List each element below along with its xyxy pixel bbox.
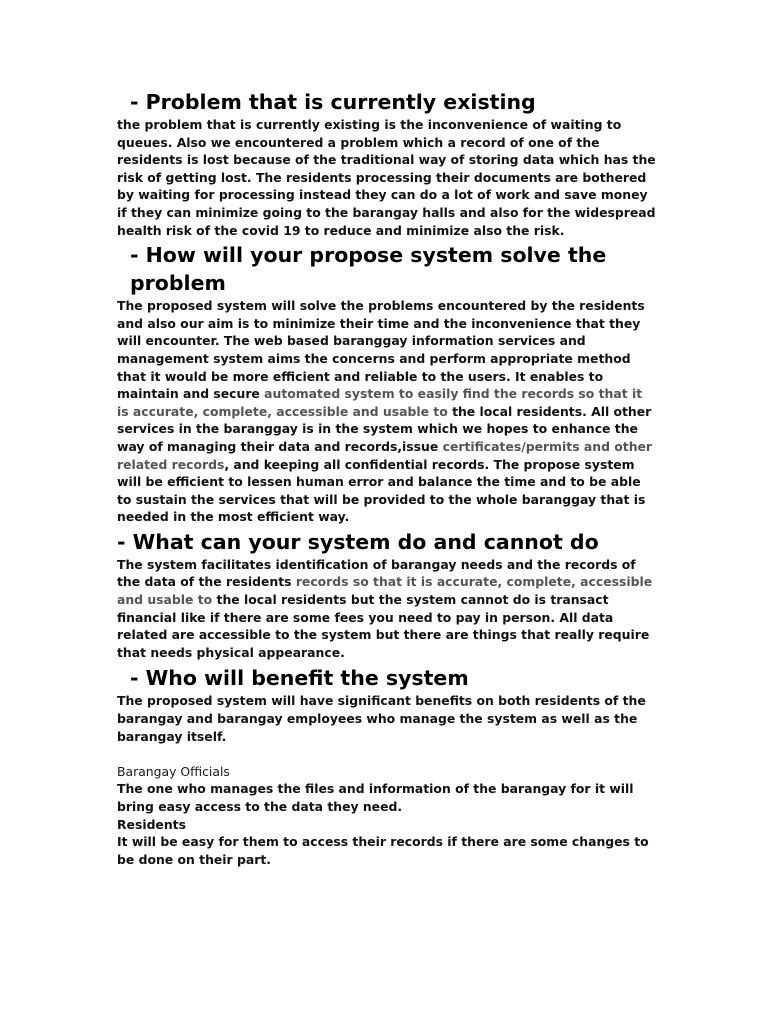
- heading-capabilities: - What can your system do and cannot do: [117, 529, 599, 554]
- solution-text-1: The proposed system will solve the problems encountered by the residents and also our aim is to minimize their time and the inconvenience that they will encounter. The web based baranggay information services and management system aims the concerns and perform appropriate method that it would be more efficient and reliable to the users. It enables to maintain and secure: [117, 298, 645, 402]
- paragraph-problem: the problem that is currently existing is the inconvenience of waiting to queues. Also we encountered a problem which a record of one of the residents is lost because of the traditional way of storing data which has the risk of getting lost. The residents processing their documents are bothered by waiting for processing instead they can do a lot of work and save money if they can minimize going to the barangay halls and also for the widespread health risk of the covid 19 to reduce and minimize also the risk.: [117, 117, 656, 238]
- officials-text: The one who manages the files and information of the barangay for it will bring easy access to the data they need.: [117, 781, 634, 814]
- solution-highlight-1: automated system to easily find the records so that it is accurate, complete, accessible and usable to: [117, 386, 643, 419]
- solution-text-3: , and keeping all confidential records. The propose system will be efficient to lessen human error and balance the time and to be able to sustain the services that will be provided to the whole baranggay that is needed in the most efficient way.: [117, 456, 646, 525]
- officials-label: Barangay Officials: [117, 763, 230, 779]
- paragraph-capabilities: [117, 556, 657, 662]
- heading-solution: - How will your propose system solve the problem: [130, 243, 607, 296]
- capabilities-text-2: the local residents but the system cannot do is transact financial like if there are some fees you need to pay in person. All data related are accessible to the system but there are things that really require that needs physical appearance.: [117, 592, 650, 660]
- capabilities-highlight-1: records so that it is accurate, complete, accessible and usable to: [117, 574, 653, 608]
- paragraph-solution: [117, 297, 657, 526]
- document-page: [117, 88, 657, 868]
- solution-highlight-2: certificates/permits and other related records: [117, 438, 653, 472]
- solution-text-2: the local residents. All other services in the baranggay is in the system which we hopes to enhance the way of managing their data and records,issue: [117, 403, 652, 454]
- residents-text: It will be easy for them to access their records if there are some changes to be done on their part.: [117, 834, 649, 867]
- capabilities-text-1: The system facilitates identification of barangay needs and the records of the data of the residents: [117, 556, 636, 590]
- paragraph-beneficiaries: The proposed system will have significant benefits on both residents of the barangay and barangay employees who manage the system as well as the barangay itself.: [117, 693, 646, 744]
- spacer: [117, 745, 657, 763]
- heading-beneficiaries: - Who will benefit the system: [130, 666, 469, 691]
- residents-label: Residents: [117, 816, 186, 832]
- heading-problem: - Problem that is currently existing: [130, 90, 536, 114]
